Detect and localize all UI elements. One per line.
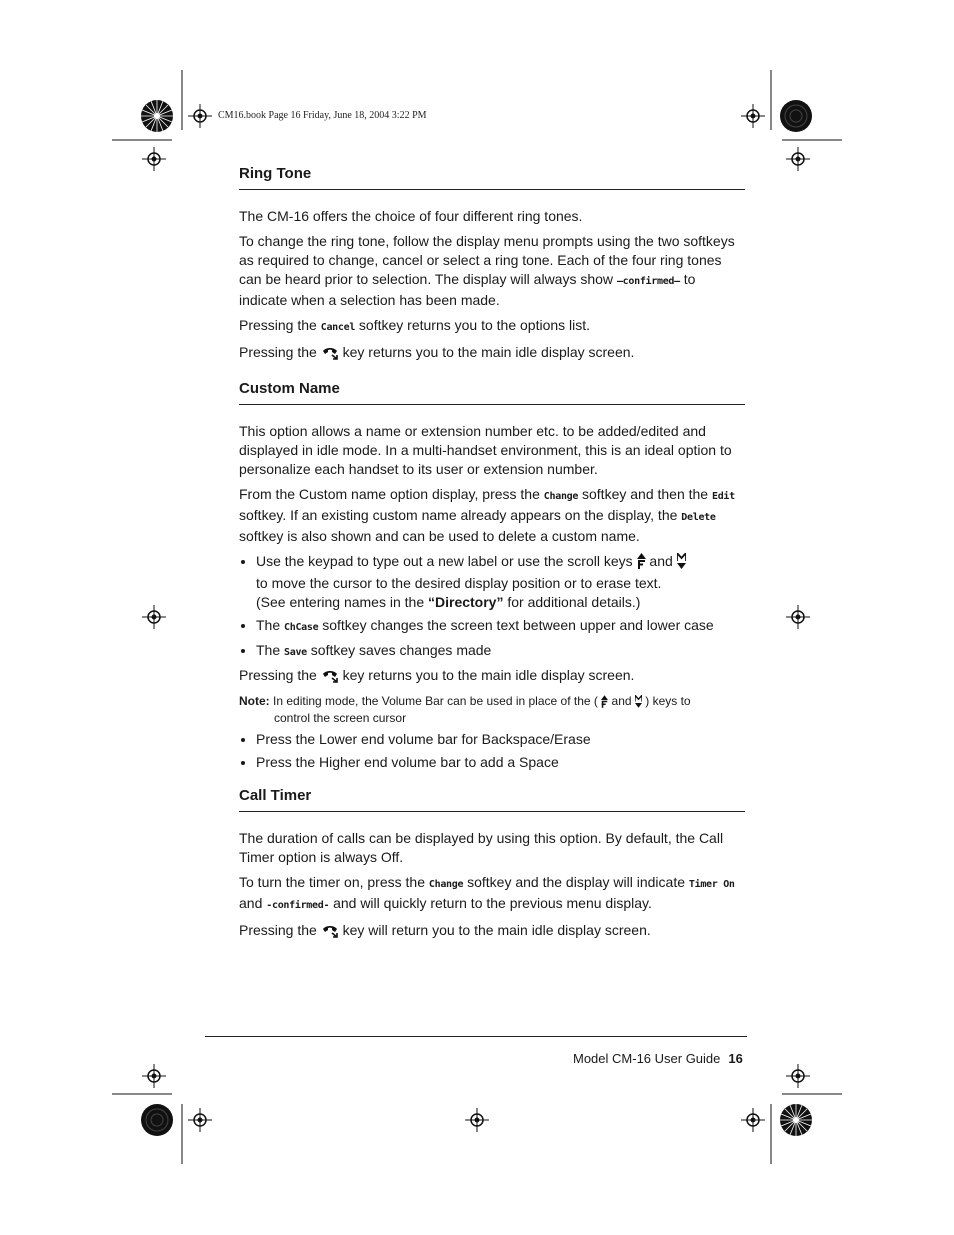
page-number: 16 [728, 1051, 743, 1066]
footer-title: Model CM-16 User Guide [573, 1051, 721, 1066]
text: Pressing the [239, 922, 321, 938]
editing-note [239, 694, 745, 725]
lcd-timer-on: Timer On [688, 879, 735, 890]
call-timer-instructions [239, 873, 745, 915]
text: The [256, 642, 285, 658]
heading-ring-tone: Ring Tone [239, 164, 745, 190]
lcd-delete: Delete [681, 512, 716, 523]
printer-slug-line: CM16.book Page 16 Friday, June 18, 2004 3:22 PM [218, 110, 427, 121]
ring-tone-cancel [239, 316, 745, 337]
text: and [608, 694, 635, 708]
custom-name-intro: This option allows a name or extension number etc. to be added/edited and displayed in idle mode. In a multi-handset environment, this is an ideal option to personalize each handset to its user or extension number. [239, 423, 732, 477]
text: key will return you to the main idle display screen. [338, 922, 651, 938]
custom-name-instructions [239, 485, 745, 546]
text: softkey saves changes made [306, 642, 492, 658]
note-label: Note: [239, 694, 270, 708]
text: To change the ring tone, follow the display menu prompts using the two softkeys as required to change, cancel or select a ring tone. Each of the four ring tones can be heard prior to selection. The display will always show [239, 233, 735, 287]
scroll-down-key-icon [677, 553, 686, 574]
ring-tone-instructions [239, 232, 745, 310]
list-item [256, 616, 745, 637]
text: and [239, 895, 267, 911]
ring-tone-end-key [239, 343, 745, 365]
scroll-down-key-icon [635, 695, 642, 711]
custom-name-end-key [239, 666, 745, 688]
lcd-confirmed: –confirmed– [616, 276, 680, 287]
text: to indicate when a selection has been made. [239, 271, 696, 308]
list-item: • Press the Higher end volume bar to add a Space [256, 753, 745, 772]
text: (See entering names in the [256, 594, 428, 610]
phone-end-icon [321, 346, 339, 365]
text: softkey is also shown and can be used to delete a custom name. [239, 528, 640, 544]
ring-tone-intro: The CM-16 offers the choice of four different ring tones. [239, 208, 583, 224]
lcd-edit: Edit [711, 491, 735, 502]
section-custom-name [239, 379, 745, 772]
text: In editing mode, the Volume Bar can be used in place of the ( [269, 694, 602, 708]
volume-bar-bullets [239, 730, 745, 772]
text: key returns you to the main idle display screen. [338, 344, 635, 360]
text: and will quickly return to the previous menu display. [329, 895, 652, 911]
text: control the screen cursor [274, 711, 407, 725]
text: Pressing the [239, 317, 321, 333]
text: Use the keypad to type out a new label or use the scroll keys [256, 553, 637, 569]
text: to move the cursor to the desired display position or to erase text. [256, 575, 662, 591]
lcd-save: Save [284, 647, 307, 658]
text: and [645, 553, 677, 569]
text: softkey and then the [578, 486, 712, 502]
text: ) keys to [641, 694, 691, 708]
scroll-up-key-icon [637, 553, 646, 574]
lcd-confirmed: -confirmed- [266, 900, 330, 911]
footer-rule [205, 1036, 747, 1037]
lcd-change: Change [428, 879, 464, 890]
text: Pressing the [239, 344, 321, 360]
call-timer-intro: The duration of calls can be displayed by using this option. By default, the Call Timer option is always Off. [239, 830, 724, 865]
text: softkey and the display will indicate [463, 874, 689, 890]
text: softkey returns you to the options list. [355, 317, 591, 333]
section-call-timer [239, 786, 745, 943]
phone-end-icon [321, 669, 339, 688]
text: softkey. If an existing custom name already appears on the display, the [239, 507, 682, 523]
text: To turn the timer on, press the [239, 874, 429, 890]
directory-reference: “Directory” [428, 594, 504, 610]
list-item [256, 641, 745, 662]
page-footer [573, 1051, 743, 1066]
heading-call-timer: Call Timer [239, 786, 745, 812]
text: key returns you to the main idle display screen. [338, 667, 635, 683]
list-item [256, 552, 745, 612]
lcd-cancel: Cancel [320, 322, 356, 333]
lcd-change: Change [543, 491, 579, 502]
phone-end-icon [321, 924, 339, 943]
text: Pressing the [239, 667, 321, 683]
text: softkey changes the screen text between upper and lower case [318, 617, 714, 633]
call-timer-end-key [239, 921, 745, 943]
list-item: • Press the Lower end volume bar for Backspace/Erase [256, 730, 745, 749]
text: From the Custom name option display, press the [239, 486, 544, 502]
section-ring-tone [239, 164, 745, 365]
text: The [256, 617, 285, 633]
page-content [239, 164, 745, 949]
custom-name-bullets [239, 552, 745, 662]
lcd-chcase: ChCase [284, 622, 319, 633]
text: for additional details.) [503, 594, 641, 610]
heading-custom-name: Custom Name [239, 379, 745, 405]
